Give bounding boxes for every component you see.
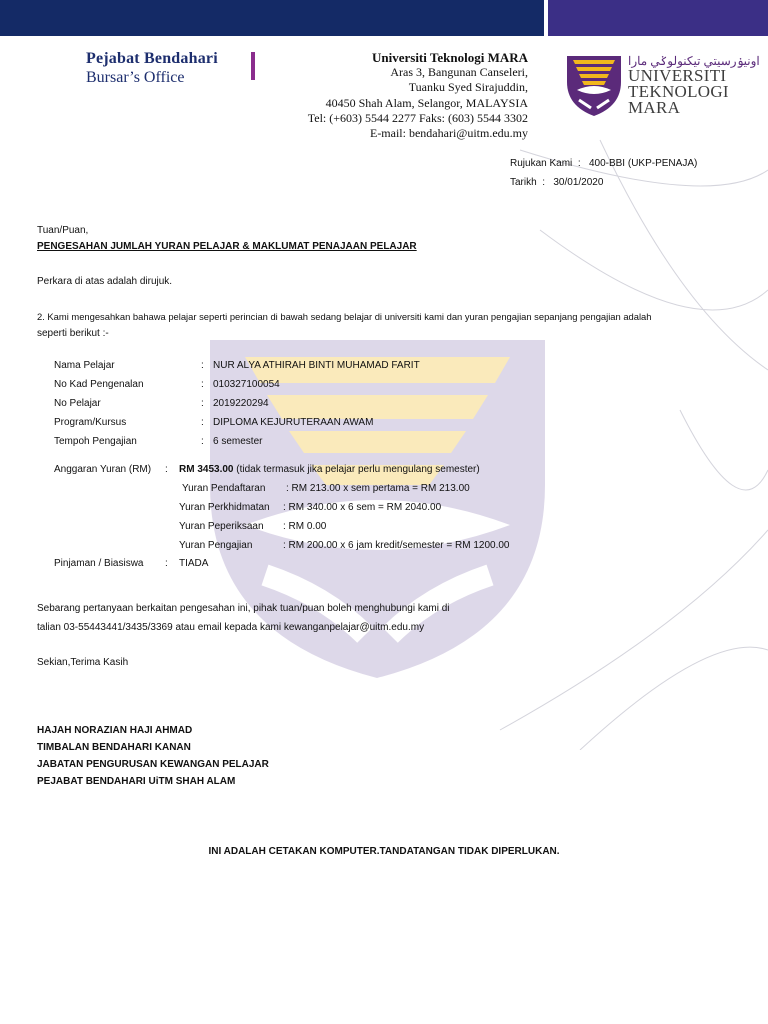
office-name: Pejabat Bendahari [86,50,218,67]
fee-total-note: (tidak termasuk jika pelajar perlu mengulang semester) [236,464,480,475]
fee-item-value: : RM 340.00 x 6 sem = RM 2040.00 [283,502,442,513]
wordmark-line: TEKNOLOGI [628,82,729,101]
date-line: Tarikh : 30/01/2020 [510,177,604,188]
detail-label: Tempoh Pengajian [54,436,137,447]
office-name-block [86,50,218,87]
closing-remark: Sekian,Terima Kasih [37,657,129,668]
enquiry-line-2: talian 03-55443441/3435/3369 atau email kepada kami kewanganpelajar@uitm.edu.my [37,622,425,633]
university-name: Universiti Teknologi MARA [371,50,528,65]
fee-estimate-total-line [179,464,480,476]
signatory-office: PEJABAT BENDAHARI UiTM SHAH ALAM [37,776,236,787]
address-line: E-mail: bendahari@uitm.edu.my [369,126,528,141]
wordmark-jawi: اونيۏرسيتي تيكنولوݢي مارا [628,54,760,68]
signatory-department: JABATAN PENGURUSAN KEWANGAN PELAJAR [37,759,269,770]
address-line: Aras 3, Bangunan Canseleri, [390,65,528,80]
detail-value: 2019220294 [213,398,269,409]
fee-item-value: : RM 213.00 x sem pertama = RM 213.00 [286,483,470,494]
loan-scholarship-value: TIADA [179,558,209,569]
fee-item-name: Yuran Pendaftaran [182,483,266,494]
banner-accent [548,0,768,36]
signatory-name: HAJAH NORAZIAN HAJI AHMAD [37,725,193,736]
university-address [300,50,528,141]
fee-estimate-label: Anggaran Yuran (RM) [54,464,152,475]
wordmark-line: UNIVERSITI [628,66,727,85]
detail-label: Nama Pelajar [54,360,115,371]
fee-total: RM 3453.00 [179,464,234,475]
address-line: 40450 Shah Alam, Selangor, MALAYSIA [325,95,528,110]
address-line: Tuanku Syed Sirajuddin, [408,80,528,95]
detail-value: NUR ALYA ATHIRAH BINTI MUHAMAD FARIT [213,360,420,371]
fee-item-name: Yuran Pengajian [179,540,253,551]
letter-subject: PENGESAHAN JUMLAH YURAN PELAJAR & MAKLUMAT PENAJAAN PELAJAR [37,241,417,252]
fee-item-value: : RM 0.00 [283,521,327,532]
banner-divider [544,0,548,36]
date-label: Tarikh [510,177,537,188]
fee-item-value: : RM 200.00 x 6 jam kredit/semester = RM 1200.00 [283,540,510,551]
date-value: 30/01/2020 [553,177,604,188]
office-name-en: Bursar’s Office [86,69,185,86]
intro-paragraph: Perkara di atas adalah dirujuk. [37,276,173,287]
university-crest-logo [563,52,625,118]
reference-line: Rujukan Kami : 400-BBI (UKP-PENAJA) [510,158,698,169]
enquiry-line-1: Sebarang pertanyaan berkaitan pengesahan ini, pihak tuan/puan boleh menghubungi kami di [37,603,450,614]
university-wordmark [628,54,760,116]
detail-value: DIPLOMA KEJURUTERAAN AWAM [213,417,374,428]
detail-label: No Pelajar [54,398,101,409]
fee-item-name: Yuran Perkhidmatan [179,502,270,513]
detail-label: Program/Kursus [54,417,127,428]
salutation: Tuan/Puan, [37,225,89,236]
computer-generated-notice: INI ADALAH CETAKAN KOMPUTER.TANDATANGAN TIDAK DIPERLUKAN. [208,846,560,857]
loan-scholarship-label: Pinjaman / Biasiswa [54,558,144,569]
wordmark-line: MARA [628,98,681,117]
top-banner [0,0,768,36]
reference-value: 400-BBI (UKP-PENAJA) [588,158,698,169]
reference-label: Rujukan Kami [510,158,573,169]
header-separator [251,52,255,80]
detail-value: 6 semester [213,436,263,447]
detail-value: 010327100054 [213,379,280,390]
address-line: Tel: (+603) 5544 2277 Faks: (603) 5544 3302 [307,110,528,125]
detail-label: No Kad Pengenalan [54,379,144,390]
paragraph-2-line-2: seperti berikut :- [37,328,109,339]
signatory-title: TIMBALAN BENDAHARI KANAN [37,742,191,753]
paragraph-2-line-1: 2. Kami mengesahkan bahawa pelajar seperti perincian di bawah sedang belajar di universiti kami dan yuran pengajian sepanjang pengajian adalah [37,311,652,322]
fee-item-name: Yuran Peperiksaan [179,521,264,532]
